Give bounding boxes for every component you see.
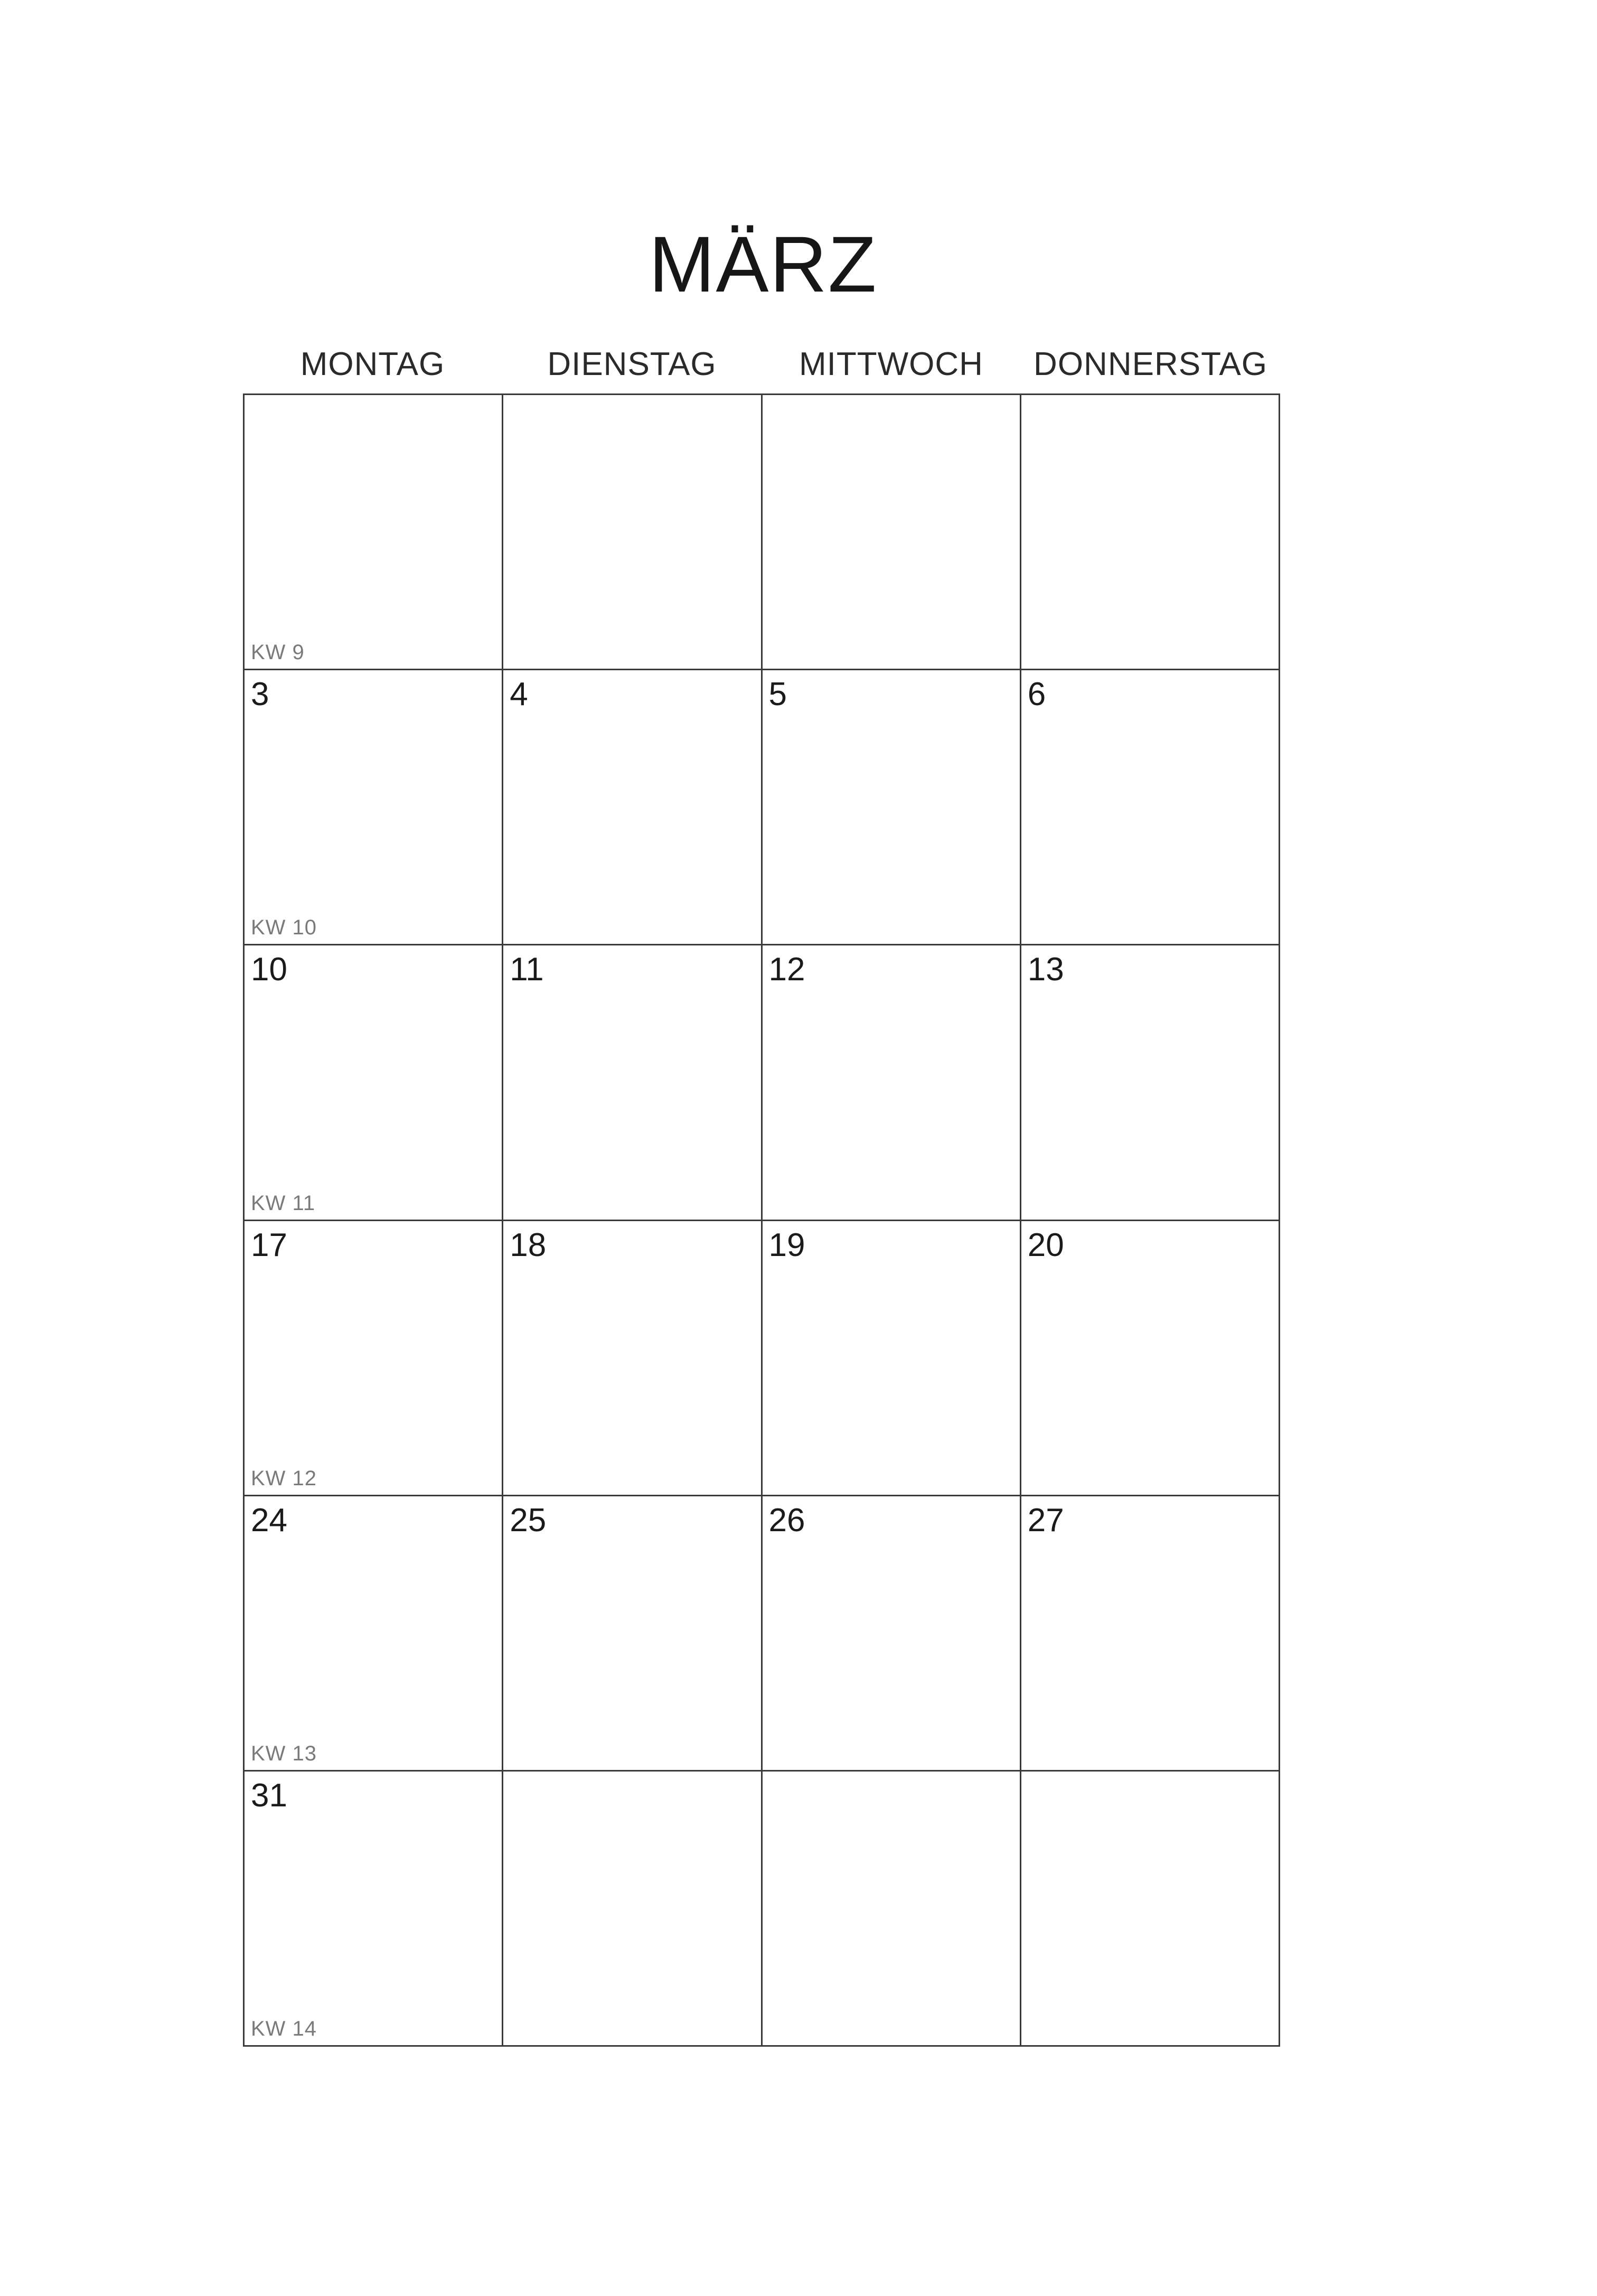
day-cell[interactable]: [763, 945, 1021, 1221]
weekday-monday: MONTAG: [300, 346, 445, 382]
weekday-header: [243, 343, 1280, 386]
day-number: 10: [251, 951, 287, 988]
day-number: 3: [251, 676, 269, 713]
week-label: KW 14: [251, 2017, 317, 2040]
day-cell[interactable]: [503, 1496, 762, 1772]
day-cell[interactable]: [503, 1772, 762, 2047]
day-cell[interactable]: [503, 1221, 762, 1496]
day-cell[interactable]: [245, 1772, 503, 2047]
day-number: 17: [251, 1226, 287, 1263]
day-cell[interactable]: [763, 1772, 1021, 2047]
day-number: 27: [1027, 1502, 1064, 1539]
day-number: 31: [251, 1777, 287, 1814]
weekday-wednesday: MITTWOCH: [799, 346, 983, 382]
day-number: 6: [1027, 676, 1046, 713]
week-label: KW 13: [251, 1741, 317, 1765]
day-number: 13: [1027, 951, 1064, 988]
day-number: 5: [768, 676, 787, 713]
day-cell[interactable]: [245, 1496, 503, 1772]
day-cell[interactable]: [503, 395, 762, 670]
calendar-grid: [243, 393, 1280, 2047]
day-number: 19: [768, 1226, 805, 1263]
day-cell[interactable]: [763, 395, 1021, 670]
day-cell[interactable]: [1021, 1772, 1280, 2047]
day-cell[interactable]: [503, 945, 762, 1221]
weekday-thursday: DONNERSTAG: [1034, 346, 1267, 382]
day-number: 11: [510, 951, 544, 988]
week-label: KW 10: [251, 916, 317, 940]
day-cell[interactable]: [245, 670, 503, 945]
day-number: 25: [510, 1502, 547, 1539]
day-number: 4: [510, 676, 528, 713]
day-number: 12: [768, 951, 805, 988]
week-label: KW 9: [251, 641, 305, 664]
day-cell[interactable]: [1021, 1496, 1280, 1772]
day-cell[interactable]: [245, 945, 503, 1221]
day-cell[interactable]: [763, 1496, 1021, 1772]
week-label: KW 11: [251, 1191, 316, 1215]
weekday-tuesday: DIENSTAG: [547, 346, 717, 382]
day-cell[interactable]: [245, 1221, 503, 1496]
day-cell[interactable]: [503, 670, 762, 945]
day-cell[interactable]: [245, 395, 503, 670]
day-cell[interactable]: [1021, 395, 1280, 670]
month-title: MÄRZ: [649, 220, 878, 308]
day-cell[interactable]: [1021, 1221, 1280, 1496]
day-cell[interactable]: [1021, 670, 1280, 945]
day-number: 20: [1027, 1226, 1064, 1263]
day-number: 18: [510, 1226, 547, 1263]
day-cell[interactable]: [763, 1221, 1021, 1496]
day-number: 26: [768, 1502, 805, 1539]
day-cell[interactable]: [1021, 945, 1280, 1221]
week-label: KW 12: [251, 1466, 317, 1490]
day-number: 24: [251, 1502, 287, 1539]
day-cell[interactable]: [763, 670, 1021, 945]
